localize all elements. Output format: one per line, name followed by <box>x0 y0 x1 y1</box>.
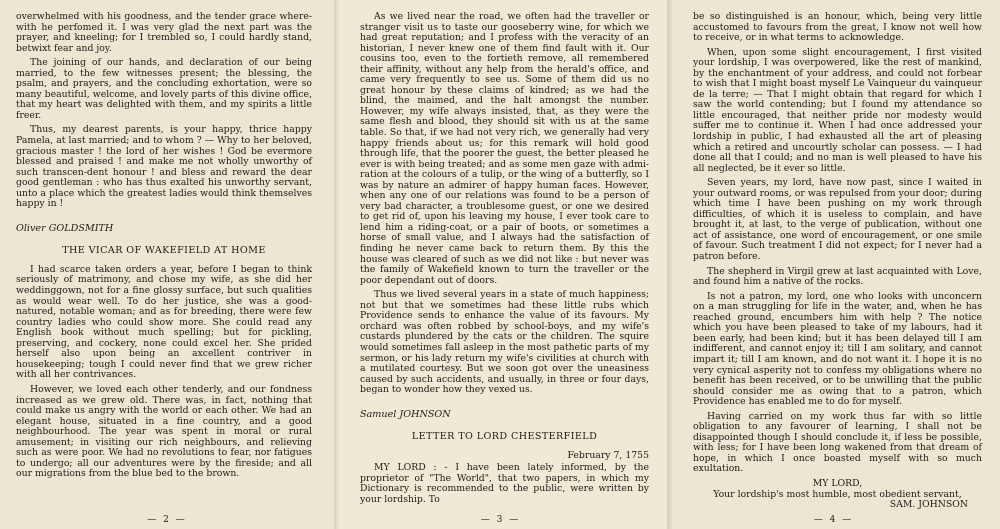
page-4 <box>667 0 1000 529</box>
page-gutter <box>667 0 673 529</box>
page-2 <box>0 0 334 529</box>
letter-date: February 7, 1755 <box>567 449 649 461</box>
pamela-paragraph-2: The joining of our hands, and declaration of our being married, to the few witnesses present; the blessing, the psalm, and prayers, and the concluding exhortation, were so many beautiful, welcome, and lovely parts of this divine office, that my heart was delighted with them, and my spirits a little freer. <box>16 57 312 121</box>
letter-signature: SAM. JOHNSON <box>889 499 968 511</box>
page-3 <box>334 0 667 529</box>
title-vicar-of-wakefield: THE VICAR OF WAKEFIELD AT HOME <box>62 245 266 257</box>
page-number: — 4 — <box>813 515 854 525</box>
letter-paragraph-1-cont: be so distinguished is an honour, which, being very little accustomed to favours from the great, I know not well how to receive, or in what terms to acknowledge. <box>693 11 982 44</box>
vicar-paragraph-2: However, we loved each other tenderly, and our fondness increased as we grew old. There was, in fact, nothing that could make us angry with the world or each other. We had an elegant house, situated in a fine country, and a good neighbourhood. The year was spent in moral or rural amusement; in visiting our rich neighbours, and relieving such as were poor. We had no revolutions to fear, nor fatigues to undergo; all our adventures were by the fireside; and all our migrations from the blue bed to the brown. <box>16 383 312 480</box>
vicar-paragraph-3: As we lived near the road, we often had the traveller or stranger visit us to taste our gooseberry wine, for which we had great reputation; and I profess with the veracity of an historian, I never knew one of them find fault with it. Our cousins too, even to the fortieth remove, all remembered their affinity, without any help from the herald's office, and came very frequently to see us. Some of them did us no great honour by these claims of kindred; as we had the blind, the maimed, and the halt amongst the number. However, my wife always insisted, that, as they were the same flesh and blood, they should sit with us at the same table. So that, if we had not very rich, we generally had very happy friends about us; for this remark will hold good through life, that the poorer the guest, the better pleased he ever is with being treated; and as some men gaze with admi-ration at the colours of a tulip, or the wing of a butterfly, so I was by nature an admirer of happy human faces. However, when any one of our relations was found to be a person of very bad character, a troublesome guest, or one we desired to get rid of, upon his leaving my house, I ever took care to lend him a riding-coat, or a pair of boots, or sometimes a horse of small value, and I always had the satisfaction of finding he never came back to return them. By this the house was cleared of such as we did not like : but never was the family of Wakefield known to turn the traveller or the poor dependant out of doors. <box>360 11 649 286</box>
letter-paragraph-2: When, upon some slight encouragement, I first visited your lordship, I was overpowered, like the rest of mankind, by the enchantment of your address, and could not forbear to wish that I might boast myself Le Vainqueur du vainqueur de la terre; — That I might obtain that regard for which I saw the world contending; but I found my attendance so little encouraged, that neither pride nor modesty would suffer me to continue it. When I had once addressed your lordship in public, I had exhausted all the art of pleasing which a retired and uncourtly scholar can possess. — I had done all that I could; and no man is well pleased to have his all neglected, be it ever so little. <box>693 46 982 174</box>
vicar-paragraph-4: Thus we lived several years in a state of much happiness; not but that we sometimes had these little rubs which Providence sends to enhance the value of its favours. My orchard was often robbed by school-boys, and my wife's custards plundered by the cats or the children. The squire would sometimes fall asleep in the most pathetic parts of my sermon, or his lady return my wife's civilities at church with a mutilated courtesy. But we soon got over the uneasiness caused by such accidents, and usually, in three or four days, began to wonder how they vexed us. <box>360 289 649 396</box>
author-goldsmith: Oliver GOLDSMITH <box>16 222 114 234</box>
vicar-paragraph-1: I had scarce taken orders a year, before I began to think seriously of matrimony, and chose my wife, as she did her weddinggown, not for a fine glossy surface, but such qualities as would wear well. To do her justice, she was a good-natured, notable woman; and as for breeding, there were few country ladies who could show more. She could read any English book without much spelling; but for pickling, preserving, and cockery, none could excel her. She prided herself also upon being an axcellent contriver in housekeeping; tough I could never find that we grew richer with all her contrivances. <box>16 263 312 381</box>
letter-paragraph-3: Seven years, my lord, have now past, since I waited in your outward rooms, or was repulsed from your door; during which time I have been pushing on my work through difficulties, of which it is useless to complain, and have brought it, at last, to the verge of publication, without one act of assistance, one word of encouragement, or one smile of favour. Such treatment I did not expect; for I never had a patron before. <box>693 177 982 263</box>
pamela-paragraph-3: Thus, my dearest parents, is your happy, thrice happy Pamela, at last married; and to whom ? — Why to her beloved, gracious master ! the lord of her wishes ! God be evermore blessed and praised ! and make me not wholly unworthy of such transcen-dent honour ! and bless and reward the dear good gentleman : who has thus exalted his unworthy servant, unto a place which the greatest ladies would think themselves happy in ! <box>16 124 312 210</box>
letter-closing: MY LORD, <box>812 477 863 489</box>
letter-paragraph-6: Having carried on my work thus far with so little obligation to any favourer of learning, I shall not be disappointed though I should conclude it, if less be possible, with less; for I have been long wakened from that dream of hope, in which I once boasted myself with so much exultation. <box>693 410 982 475</box>
author-johnson: Samuel JOHNSON <box>360 408 451 420</box>
pamela-paragraph-1: overwhelmed with his goodness, and the tender grace where-with he perfomed it. I was very glad the next part was the prayer, and kneeling; for I trembled so, I could hardly stand, betwixt fear and joy. <box>16 11 312 54</box>
page-gutter <box>334 0 340 529</box>
title-letter-chesterfield: LETTER TO LORD CHESTERFIELD <box>411 431 598 443</box>
letter-paragraph-5: Is not a patron, my lord, one who looks with unconcern on a man struggling for life in the water, and, when he has reached ground, encumbers him with help ? The notice which you have been pleased to take of my labours, had it been early, had been kind; but it has been delayed till I am indifferent, and cannot enjoy it; till I am solitary, and cannot impart it; till I am known, and do not want it. I hope it is no very cynical asperity not to confess my obligations where no benefit has been received, or to be unwilling that the public should consider me as owing that to a patron, which Providence has enabled me to do for myself. <box>693 290 982 408</box>
letter-valediction: Your lordship's most humble, most obedient servant, <box>713 488 962 500</box>
letter-paragraph-1: MY LORD : - I have been lately informed, by the proprietor of "The World", that two papers, in which my Dictionary is recommended to the public, were written by your lordship. To <box>360 462 649 505</box>
page-number: — 2 — <box>147 515 187 525</box>
letter-paragraph-4: The shepherd in Virgil grew at last acquainted with Love, and found him a native of the rocks. <box>693 265 982 288</box>
page-number: — 3 — <box>480 515 521 525</box>
